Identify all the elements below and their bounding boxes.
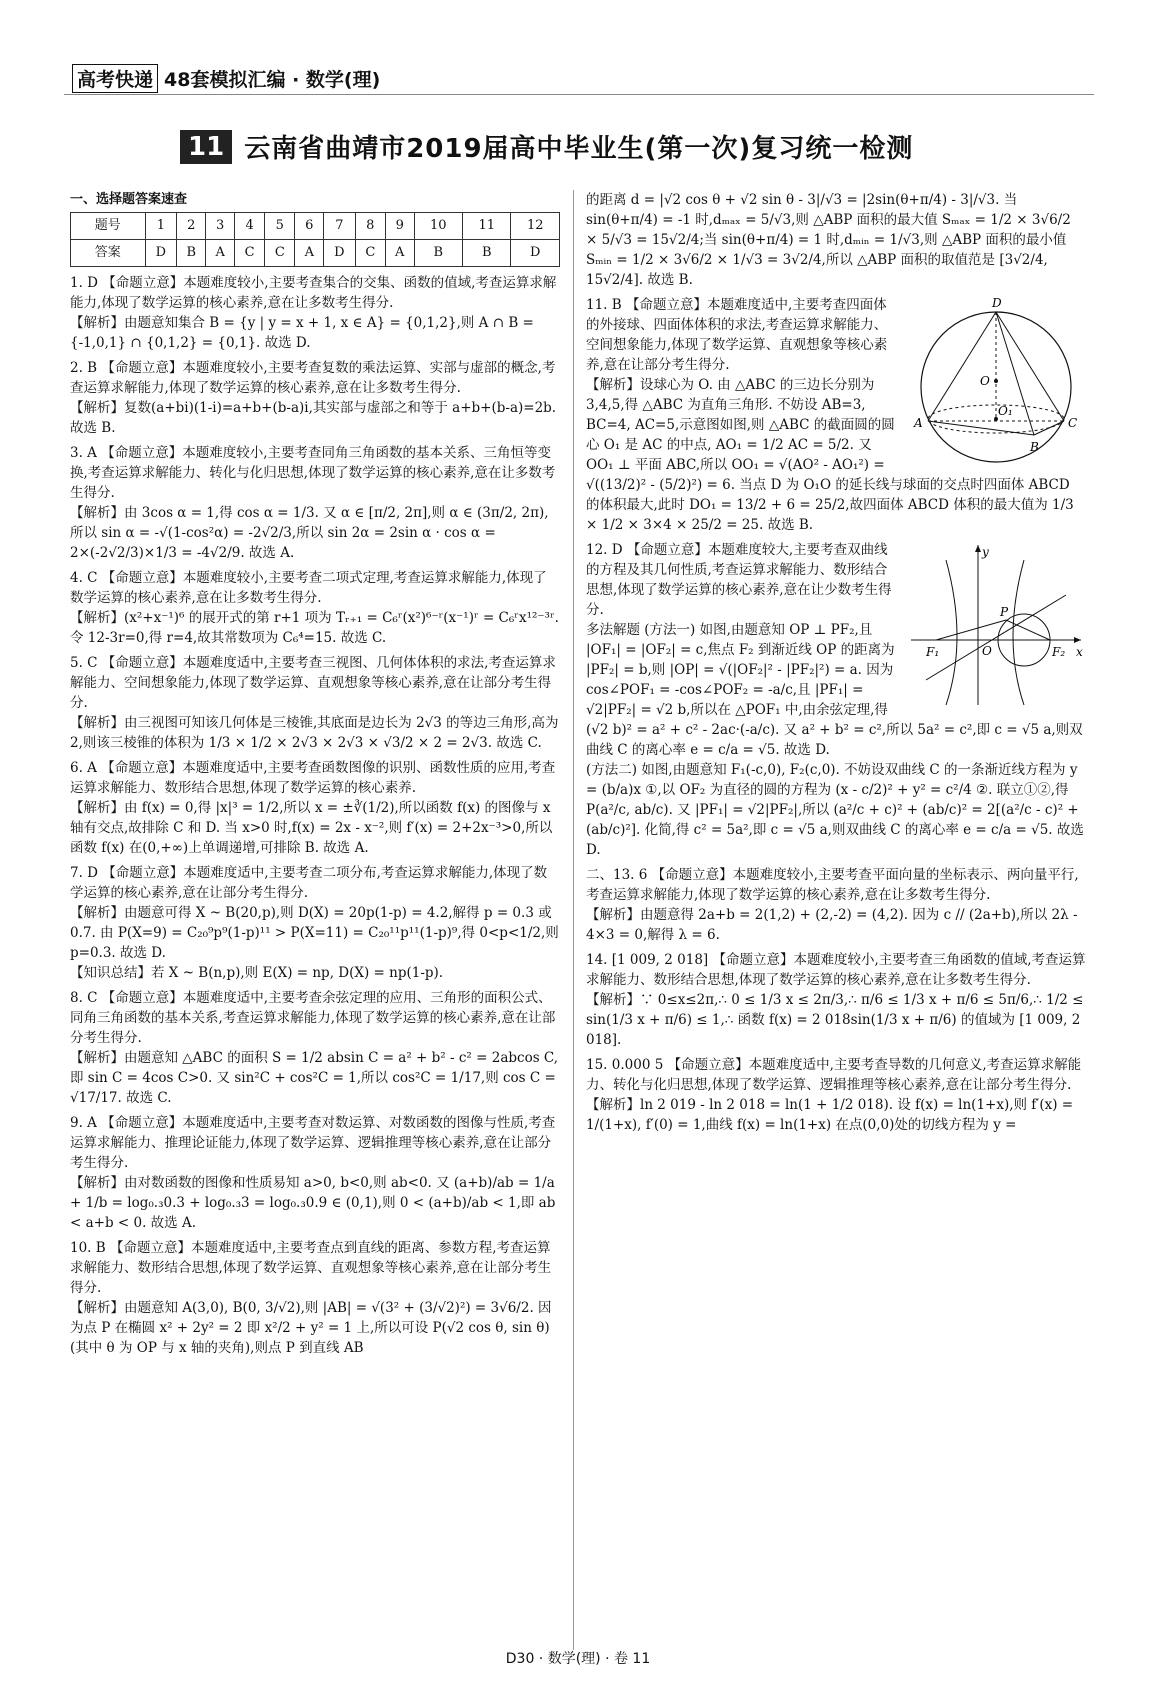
- table-cell: 8: [355, 213, 385, 240]
- solution-1: [70, 273, 560, 353]
- solution-4: [70, 568, 560, 648]
- right-column: [586, 190, 1086, 1140]
- table-cell: 3: [206, 213, 235, 240]
- table-cell: B: [414, 240, 462, 267]
- solution-method-1: 多法解题 (方法一) 如图,由题意知 OP ⊥ PF₂,且 |OF₁| = |OF₂| = c,焦点 F₂ 到渐近线 OP 的距离为 |PF₂| = b,则 |OP| = √(|OF₂|² - |PF₂|²) = a. 因为 cos∠POF₁ = -cos∠POF₂ = -a/c,且 |PF₁| = √2|PF₂| = √2 b,所以在 △POF₁ 中,由余弦定理,得 (√2 b)² = a² + c² - 2ac·(-a/c). 又 a² + b² = c²,所以 5a² = c²,即 c = √5 a,则双曲线 C 的离心率 e = c/a = √5. 故选 D.: [586, 622, 1083, 758]
- solution-14: [586, 950, 1086, 1050]
- solution-method-2: (方法二) 如图,由题意知 F₁(-c,0), F₂(c,0). 不妨设双曲线 C 的一条渐近线方程为 y = (b/a)x ①,以 OF₂ 为直径的圆的方程为 (x - c/2)² + y² = c²/4 ②. 联立①②,得 P(a²/c, ab/c). 又 |PF₁| = √2|PF₂|,所以 (a²/c + c)² + (ab/c)² = 2[(a²/c - c)² + (ab/c)²]. 化简,得 c² = 5a²,即 c = √5 a,则双曲线 C 的离心率 e = c/a = √5. 故选 D.: [586, 762, 1084, 858]
- solution-6: [70, 758, 560, 858]
- solution-analysis: 【解析】ln 2 019 - ln 2 018 = ln(1 + 1/2 018). 设 f(x) = ln(1+x),则 f′(x) = 1/(1+x), f′(0) = 1,曲线 f(x) = ln(1+x) 在点(0,0)处的切线方程为 y =: [586, 1097, 1074, 1133]
- table-cell: 12: [511, 213, 560, 240]
- solution-rationale: 8. C 【命题立意】本题难度适中,主要考查余弦定理的应用、三角形的面积公式、同角三角函数的基本关系,考查运算求解能力,体现了数学运算的核心素养,意在让部分考生得分.: [70, 990, 556, 1046]
- solution-rationale: 5. C 【命题立意】本题难度适中,主要考查三视图、几何体体积的求法,考查运算求解能力、空间想象能力,体现了数学运算、直观想象等核心素养,意在让部分考生得分.: [70, 655, 556, 711]
- header-rule: [64, 94, 1094, 95]
- label-O1: O₁: [998, 404, 1013, 418]
- solution-rationale: 二、13. 6 【命题立意】本题难度较小,主要考查平面向量的坐标表示、两向量平行,考查运算求解能力,体现了数学运算的核心素养,意在让多数考生得分.: [586, 867, 1079, 903]
- solution-analysis: 【解析】∵ 0≤x≤2π,∴ 0 ≤ 1/3 x ≤ 2π/3,∴ π/6 ≤ 1/3 x + π/6 ≤ 5π/6,∴ 1/2 ≤ sin(1/3 x + π/6) ≤ 1,∴ 函数 f(x) = 2 018sin(1/3 x + π/6) 的值域为 [1 009, 2 018].: [586, 992, 1084, 1048]
- label-O: O: [980, 374, 990, 388]
- answer-row-numbers: [71, 213, 560, 240]
- row-label: 题号: [71, 213, 146, 240]
- table-cell: 7: [324, 213, 356, 240]
- table-cell: 4: [234, 213, 264, 240]
- solution-rationale: 4. C 【命题立意】本题难度较小,主要考查二项式定理,考查运算求解能力,体现了数学运算的核心素养,意在让多数考生得分.: [70, 570, 547, 606]
- brand: [72, 64, 380, 93]
- solution-rationale: 3. A 【命题立意】本题难度较小,主要考查同角三角函数的基本关系、三角恒等变换,考查运算求解能力、转化与化归思想,体现了数学运算的核心素养,意在让多数考生得分.: [70, 445, 556, 501]
- label-y: y: [982, 545, 989, 559]
- sphere-tetrahedron-figure: [906, 295, 1086, 465]
- solution-analysis: 【解析】由 3cos α = 1,得 cos α = 1/3. 又 α ∈ [π/2, 2π],则 α ∈ (3π/2, 2π),所以 sin α = -√(1-cos²α) = -2√2/3,所以 sin 2α = 2sin α · cos α = 2×(-2√2/3)×1/3 = -4√2/9. 故选 A.: [70, 505, 549, 561]
- label-x: x: [1076, 645, 1083, 659]
- solution-12: [586, 540, 1086, 860]
- solution-rationale: 9. A 【命题立意】本题难度适中,主要考查对数运算、对数函数的图像与性质,考查运算求解能力、推理论证能力,体现了数学运算、逻辑推理等核心素养,意在让部分考生得分.: [70, 1115, 556, 1171]
- solution-analysis: 【解析】复数(a+bi)(1-i)=a+b+(b-a)i,其实部与虚部之和等于 a+b+(b-a)=2b. 故选 B.: [70, 400, 557, 436]
- label-C: C: [1068, 416, 1078, 430]
- solution-15: [586, 1055, 1086, 1135]
- title-text: 云南省曲靖市2019届高中毕业生(第一次)复习统一检测: [244, 134, 914, 164]
- solution-10-continued: [586, 190, 1086, 290]
- table-cell: 2: [177, 213, 206, 240]
- solution-rationale: 14. [1 009, 2 018] 【命题立意】本题难度较小,主要考查三角函数的值域,考查运算求解能力、数形结合思想,体现了数学运算的核心素养,意在让多数考生得分.: [586, 952, 1086, 988]
- table-cell: C: [234, 240, 264, 267]
- solution-5: [70, 653, 560, 753]
- solution-rationale: 7. D 【命题立意】本题难度适中,主要考查二项分布,考查运算求解能力,体现了数学运算的核心素养,意在让部分考生得分.: [70, 865, 548, 901]
- table-cell: C: [355, 240, 385, 267]
- answer-row-letters: [71, 240, 560, 267]
- table-cell: 5: [265, 213, 295, 240]
- solution-rationale: 1. D 【命题立意】本题难度较小,主要考查集合的交集、函数的值域,考查运算求解能力,体现了数学运算的核心素养,意在让多数考生得分.: [70, 275, 557, 311]
- running-header: [64, 60, 1094, 98]
- solution-analysis: 【解析】由题意知 A(3,0), B(0, 3/√2),则 |AB| = √(3² + (3/√2)²) = 3√6/2. 因为点 P 在椭圆 x² + 2y² = 2 即 x²/2 + y² = 1 上,所以可设 P(√2 cos θ, sin θ)(其中 θ 为 OP 与 x 轴的夹角),则点 P 到直线 AB: [70, 1300, 552, 1356]
- solution-11: [586, 295, 1086, 535]
- solution-rationale: 15. 0.000 5 【命题立意】本题难度适中,主要考查导数的几何意义,考查运算求解能力、转化与化归思想,体现了数学运算、逻辑推理等核心素养,意在让部分考生得分.: [586, 1057, 1082, 1093]
- table-cell: 10: [414, 213, 462, 240]
- solution-10: [70, 1238, 560, 1358]
- table-cell: 6: [295, 213, 324, 240]
- table-cell: D: [511, 240, 560, 267]
- solution-2: [70, 358, 560, 438]
- solution-analysis: 【解析】由三视图可知该几何体是三棱锥,其底面是边长为 2√3 的等边三角形,高为 2,则该三棱锥的体积为 1/3 × 1/2 × 2√3 × 2√3 × √3/2 × 2 = 2√3. 故选 C.: [70, 715, 559, 751]
- solution-8: [70, 988, 560, 1108]
- page-footer: D30 · 数学(理) · 卷 11: [505, 1651, 651, 1667]
- label-D: D: [992, 296, 1002, 310]
- label-F1: F₁: [926, 645, 940, 659]
- solution-rationale: 12. D 【命题立意】本题难度较大,主要考查双曲线的方程及其几何性质,考查运算求解能力、数形结合思想,体现了数学运算的核心素养,意在让少数考生得分.: [586, 542, 892, 618]
- left-column: [70, 190, 560, 1363]
- label-P: P: [1000, 605, 1009, 619]
- solution-rationale: 2. B 【命题立意】本题难度较小,主要考查复数的乘法运算、实部与虚部的概念,考查运算求解能力,体现了数学运算的核心素养,意在让多数考生得分.: [70, 360, 556, 396]
- solution-9: [70, 1113, 560, 1233]
- solution-13: [586, 865, 1086, 945]
- solution-analysis: 【解析】由题意可得 X ~ B(20,p),则 D(X) = 20p(1-p) = 4.2,解得 p = 0.3 或 0.7. 由 P(X=9) = C₂₀⁹p⁹(1-p)¹¹ > P(X=11) = C₂₀¹¹p¹¹(1-p)⁹,得 0<p<1/2,则 p=0.3. 故选 D.: [70, 905, 559, 961]
- solution-analysis: 【解析】设球心为 O. 由 △ABC 的三边长分别为 3,4,5,得 △ABC 为直角三角形. 不妨设 AB=3, BC=4, AC=5,示意图如图,则 △ABC 的截面圆的圆心 O₁ 是 AC 的中点, AO₁ = 1/2 AC = 5/2. 又 OO₁ ⊥ 平面 ABC,所以 OO₁ = √(AO² - AO₁²) = √((13/2)² - (5/2)²) = 6. 当点 D 为 O₁O 的延长线与球面的交点时四面体 ABCD 的体积最大,此时 DO₁ = 13/2 + 6 = 25/2,故四面体 ABCD 体积的最大值为 1/3 × 1/2 × 3×4 × 25/2 = 25. 故选 B.: [586, 377, 1074, 533]
- solution-analysis: 【解析】(x²+x⁻¹)⁶ 的展开式的第 r+1 项为 Tᵣ₊₁ = C₆ʳ(x²)⁶⁻ʳ(x⁻¹)ʳ = C₆ʳx¹²⁻³ʳ. 令 12-3r=0,得 r=4,故其常数项为 C₆⁴=15. 故选 C.: [70, 610, 559, 646]
- table-cell: B: [177, 240, 206, 267]
- solution-analysis: 【解析】由对数函数的图像和性质易知 a>0, b<0,则 ab<0. 又 (a+b)/ab = 1/a + 1/b = log₀.₃0.3 + log₀.₃3 = log₀.₃0.9 ∈ (0,1),则 0 < (a+b)/ab < 1,即 ab < a+b < 0. 故选 A.: [70, 1175, 556, 1231]
- table-cell: D: [324, 240, 356, 267]
- solution-analysis: 【解析】由题意知 △ABC 的面积 S = 1/2 absin C = a² + b² - c² = 2abcos C,即 sin C = 4cos C>0. 又 sin²C + cos²C = 1,所以 cos²C = 1/17,则 cos C = √17/17. 故选 C.: [70, 1050, 559, 1106]
- table-cell: 11: [463, 213, 511, 240]
- column-divider: [573, 190, 574, 1650]
- table-cell: A: [206, 240, 235, 267]
- label-B: B: [1030, 440, 1039, 454]
- paper-title: [180, 128, 913, 165]
- label-A: A: [914, 416, 923, 430]
- knowledge-summary: 【知识总结】若 X ~ B(n,p),则 E(X) = np, D(X) = np(1-p).: [70, 965, 444, 981]
- row-label: 答案: [71, 240, 146, 267]
- solution-rationale: 6. A 【命题立意】本题难度适中,主要考查函数图像的识别、函数性质的应用,考查运算求解能力、数形结合思想,体现了数学运算的核心素养.: [70, 760, 556, 796]
- title-number: 11: [180, 130, 232, 164]
- table-cell: C: [265, 240, 295, 267]
- table-cell: 9: [385, 213, 414, 240]
- table-cell: 1: [145, 213, 177, 240]
- solution-rationale: 11. B 【命题立意】本题难度适中,主要考查四面体的外接球、四面体体积的求法,考查运算求解能力、空间想象能力,体现了数学运算、直观想象等核心素养,意在让部分考生得分.: [586, 297, 888, 373]
- label-O: O: [982, 644, 992, 658]
- table-cell: A: [295, 240, 324, 267]
- hyperbola-figure: [906, 540, 1086, 710]
- brand-title: 48套模拟汇编 · 数学(理): [164, 69, 381, 91]
- solution-analysis: 的距离 d = |√2 cos θ + √2 sin θ - 3|/√3 = |2sin(θ+π/4) - 3|/√3. 当 sin(θ+π/4) = -1 时,dₘₐₓ = 5/√3,则 △ABP 面积的最大值 Sₘₐₓ = 1/2 × 3√6/2 × 5/√3 = 15√2/4;当 sin(θ+π/4) = 1 时,dₘᵢₙ = 1/√3,则 △ABP 面积的最小值 Sₘᵢₙ = 1/2 × 3√6/2 × 1/√3 = 3√2/4,所以 △ABP 面积的取值范是 [3√2/4, 15√2/4]. 故选 B.: [586, 192, 1071, 288]
- solution-analysis: 【解析】由题意知集合 B = {y | y = x + 1, x ∈ A} = {0,1,2},则 A ∩ B = {-1,0,1} ∩ {0,1,2} = {0,1}. 故选 D.: [70, 315, 534, 351]
- solution-7: [70, 863, 560, 983]
- solution-rationale: 10. B 【命题立意】本题难度适中,主要考查点到直线的距离、参数方程,考查运算求解能力、数形结合思想,体现了数学运算、直观想象等核心素养,意在让部分考生得分.: [70, 1240, 552, 1296]
- solution-analysis: 【解析】由题意得 2a+b = 2(1,2) + (2,-2) = (4,2). 因为 c // (2a+b),所以 2λ - 4×3 = 0,解得 λ = 6.: [586, 907, 1078, 943]
- answer-section-title: 一、选择题答案速查: [70, 192, 188, 207]
- solution-analysis: 【解析】由 f(x) = 0,得 |x|³ = 1/2,所以 x = ±∛(1/2),所以函数 f(x) 的图像与 x 轴有交点,故排除 C 和 D. 当 x>0 时,f(x) = 2x - x⁻²,则 f′(x) = 2+2x⁻³>0,所以函数 f(x) 在(0,+∞)上单调递增,可排除 B. 故选 A.: [70, 800, 553, 856]
- answer-table: [70, 212, 560, 267]
- table-cell: B: [463, 240, 511, 267]
- table-cell: A: [385, 240, 414, 267]
- table-cell: D: [145, 240, 177, 267]
- brand-box: 高考快递: [72, 64, 158, 93]
- solution-3: [70, 443, 560, 563]
- label-F2: F₂: [1052, 645, 1066, 659]
